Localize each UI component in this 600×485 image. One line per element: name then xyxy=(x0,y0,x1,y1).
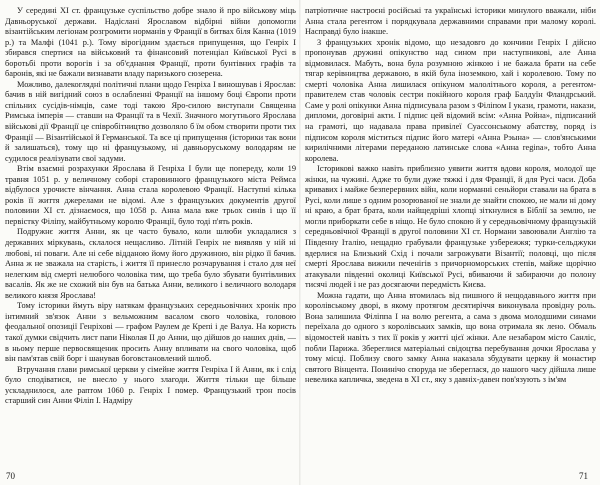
left-page xyxy=(5,6,296,468)
left-paragraph-5: Тому історики ймуть віру натякам французьких середньовічних хронік про інтимний зв'язок Анни з вельможним васалом свого чоловіка, головою феодальної опозиції Генріхові — графом Раулем де Крепі і де Валуа. На користь такої думки свідчить лист папи Ніколая II до Анни, що дійшов до наших днів, — в ньому перше первосвященик просить Анну впливати на свого чоловіка, щоб він пам'ятав свій борг і шанував боговстановлений шлюб. xyxy=(5,301,296,364)
right-paragraph-1: патріотичне настроєні російські та українські історики минулого вважали, ніби Анна стала регентом і порядкувала державними справами при малому королі. Насправді було інакше. xyxy=(305,6,596,37)
left-paragraph-4: Подружнє життя Анни, як це часто бувало, коли шлюби укладалися з державних міркувань, склалося нещасливо. Літній Генріх не виявляв у ній ні любові, ні поваги. Але ні себе відданою йому його дружиною, він рідко її бачив. Анна ж не зважала на старість, і життя її принесло розчарування і стало для неї нелегким від смерті нелюбого чоловіка тим, що треба було збувати бунтівливих васалів. Як же не схожий він був на батька Анни, великого і величного володаря великого князя Ярослава! xyxy=(5,227,296,300)
left-paragraph-2: Можливо, далекоглядні політичні плани щодо Генріха І виношував і Ярослав: бачив в ній вигідний союз в ослабленні Франції на іншому боці Європи проти спільних сусідів-німців, саме тоді такою Яро-силою виступали Священна Римська імперія — ставши на Франції та в Чехії. Значного могутнього Ярослава військові дії Франції це співробітництво дозволяло б їм обом створити проти тих Франції — Візантійської й Германської. Та все ці припущення (історики так вони й залишаться), тому що ні французькому, ні давньоруському володарям не судилося реалізувати свої задуми. xyxy=(5,79,296,163)
right-paragraph-2: З французьких хронік відомо, що незадовго до кончини Генріх І дійсно пропонував дружині опікунство над сином при наступникові, але Анна відмовилася. Мабуть, вона була розумною жінкою і не бажала брати на себе тягар керівництва державою, в якій була іноземкою, хай і королевою. Тому по смерті чоловіка Анна лишилася опікуном малолітнього короля, а регентом-правителем став чоловік сестри покійного короля граф Балдуїн Фландрський. Саме у ролі опікунки Анна підписувала разом з Філіпом І укази, грамоти, накази, дипломи, договірні акти. І підпис цей відомий всім: «Анна Ройна», підписаний на грамоті, що надавала права привілеї Суассонському абатству, поряд із підписом короля міститься підпис його матері «Анна Рэына» — слов'янськими кирилічними літерами переданою латинське слова «Анна regina», тобто Анна королева. xyxy=(305,37,596,163)
left-paragraph-3: Втім взаємні розрахунки Ярослава й Генріха І були ще попереду, коли 19 травня 1051 р. у величному соборі старовинного французького міста Реймса відбулося урочисте вінчання. Анна стала королевою Франції. Наступні кілька років її життя джерелами не відомі. Але з французьких документів другої половини XI ст. дізнаємося, що 1058 р. Анна мала вже трьох синів і що її первістку Філіпу, майбутньому королю Франції, було тоді п'ять років. xyxy=(5,164,296,226)
left-page-number: 70 xyxy=(6,471,15,481)
right-paragraph-4: Можна гадати, що Анна втомилась від пишного й нещодавнього життя при королівському дворі, в якому протягом десятиріччя виконувала провідну роль. Вона залишила Філіппа І на волю регента, а сама з двома молодшими синами переїхала до одного з королівських замків, що вона отримала як лено. Обмаль відомостей навіть з тих її років у житті цієї жінки. Але незабаром місто Санліс, побли Парижа. Збереглися матеріальні свідоцтва перебування дочки Ярослава у тому місці. Поблизу свого замку Анна наказала збудувати церкву й монастир святого Вінцента. Понинічо споруда не збереглася, до нашого часу дійшла лише невелика капличка, зведена в XI ст., яку з давніх-давен пов'язують з ім'ям xyxy=(305,290,596,385)
book-gutter xyxy=(299,0,301,485)
left-paragraph-6: Втручання глави римської церкви у сімейне життя Генріха І й Анни, як і слід було сподіватися, не внесло у нього злагоди. Життя тільки ще більше ускладнилося, але раптом 1060 р. Генріх І помер. Французький трон посів старший син Анни Філіп І. Надміру xyxy=(5,364,296,406)
right-page-number: 71 xyxy=(579,471,588,481)
left-paragraph-1: У середині XI ст. французьке суспільство добре знало й про військову міць Давньоруської держави. Надіслані Ярославом відбірні війни допомогли візантійським легіонам розгромити норманів у Франції в битвах біля Канна (1019 р.) та Малфі (1041 р.). Тому вірогідним здається припущення, що Генріх І збирався спертися на військовий та фінансовий потенціал Київської Русі в боротьбі проти ворогів і за об'єднання Франції, проти бунтівних графів та баронів, які не бажали визнавати владу паризького сюзерена. xyxy=(5,6,296,79)
right-page xyxy=(305,6,596,468)
right-paragraph-3: Історикові важко навіть приблизно уявити життя вдови короля, молодої ще жінки, на чужині. Адже то були дуже тяжкі і для Франції, й для Русі часи. Доба кривавих і майже безперервних війн, коли норманні сеньйори ставали на брата в Русі, коли лише з одним розорюваної не знали де знайти спокою, не мали ні дому ні краю, а брат брата, коли найщедріші хлопці зіткнулися в Біблії за землю, не могли приборкати себе в ніщо. Не було спокою й у середньовічному французькій середньовічної Франції в другої половини XI ст. Нормани завоювали Англію та Південну Італію, нещадно грабували французьке узбережжя; турки-сельджуки вдерлися на Близький Схід і почали загрожувати Візантії; половці, що після смерті Ярослава вижили печенігів з причорноморських степів, майже щорічно атакували південні околиці Київської Русі, вбиваючи й забираючи до полону тисячі людей і не раз досягаючи передмість Києва. xyxy=(305,164,596,290)
